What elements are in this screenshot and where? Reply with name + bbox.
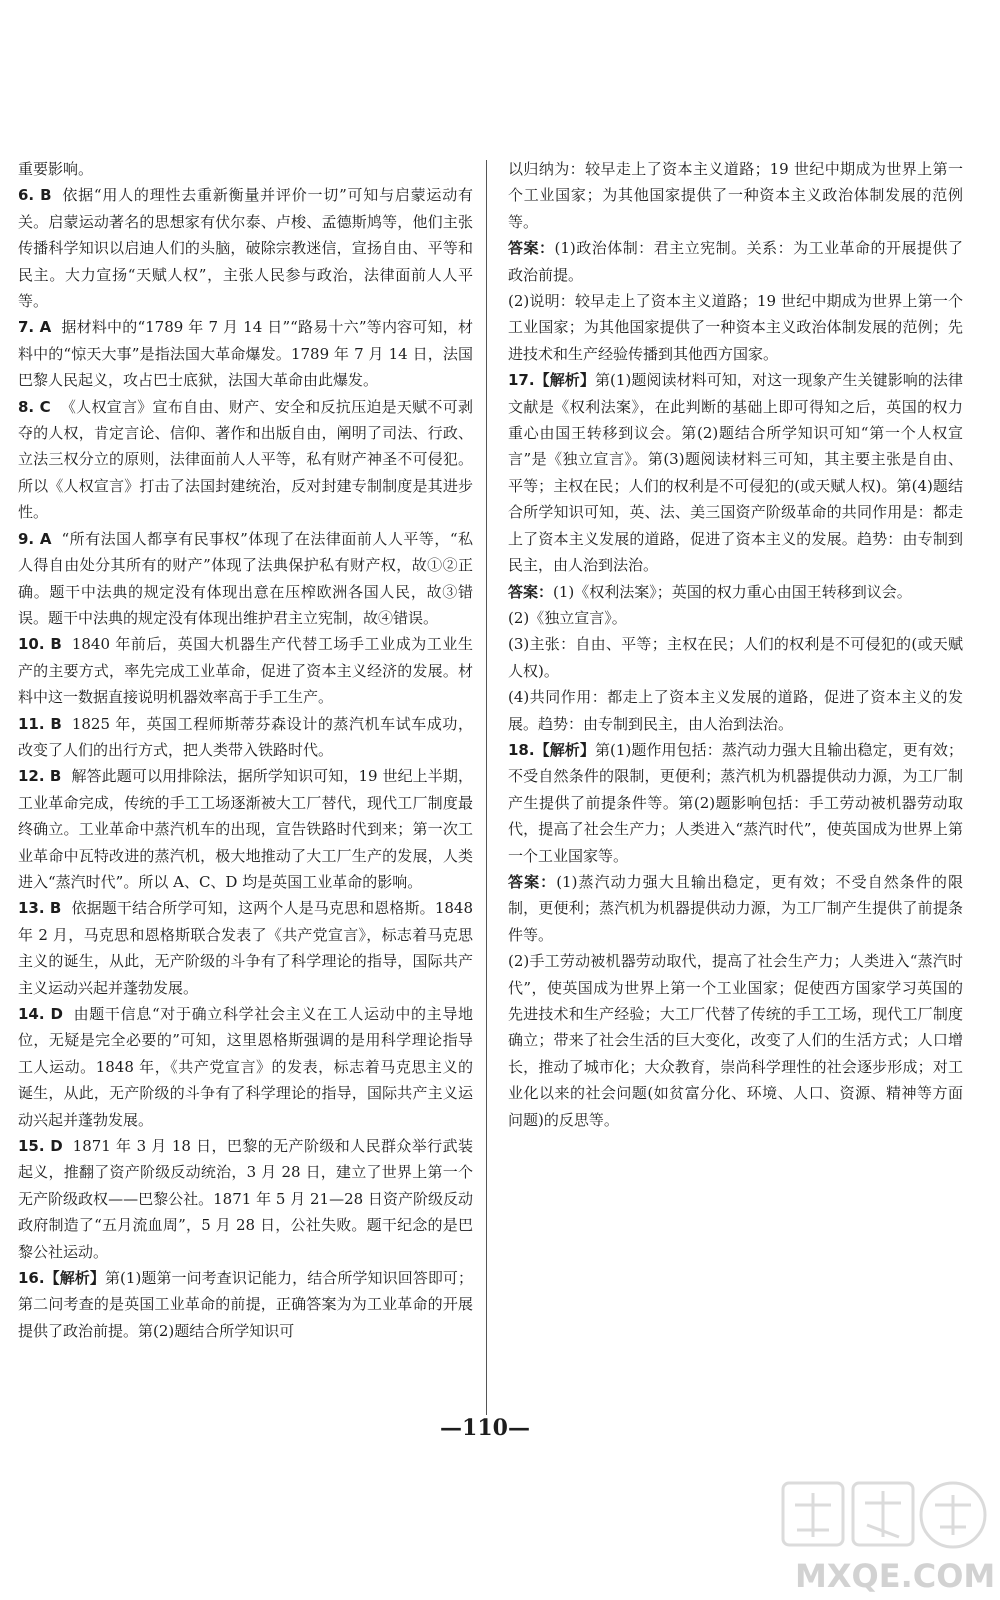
item-label: 9. A (18, 529, 52, 548)
watermark-logo (775, 1475, 995, 1600)
item-label: 答案： (508, 239, 555, 258)
item-label: 7. A (18, 318, 52, 337)
answer-paragraph (18, 526, 473, 632)
answer-paragraph (18, 156, 473, 182)
item-text: 1825 年，英国工程师斯蒂芬森设计的蒸汽机车试车成功，改变了人们的出行方式，把人类带入铁路时代。 (18, 714, 473, 759)
column-divider (486, 160, 487, 1415)
answer-paragraph (508, 605, 963, 631)
answer-paragraph (508, 288, 963, 367)
answer-paragraph (508, 684, 963, 737)
answer-paragraph (18, 1133, 473, 1265)
item-text: 依据题干结合所学可知，这两个人是马克思和恩格斯。1848 年 2 月，马克思和恩格斯联合发表了《共产党宣言》，标志着马克思主义的诞生，从此，无产阶级的斗争有了科学理论的指导，国际共产主义运动兴起并蓬勃发展。 (18, 899, 473, 997)
item-text: 第(1)题第一问考查识记能力，结合所学知识回答即可；第二问考查的是英国工业革命的前提，正确答案为为工业革命的开展提供了政治前提。第(2)题结合所学知识可 (18, 1269, 474, 1340)
answer-paragraph (18, 763, 473, 895)
item-text: “所有法国人都享有民事权”体现了在法律面前人人平等，“私人得自由处分其所有的财产”体现了法典保护私有财产权，故①②正确。题干中法典的规定没有体现出意在压榨欧洲各国人民，故③错误。题干中法典的规定没有体现出维护君主立宪制，故④错误。 (18, 529, 473, 627)
item-text: (1)政治体制：君主立宪制。关系：为工业革命的开展提供了政治前提。 (508, 239, 963, 284)
item-text: (4)共同作用：都走上了资本主义发展的道路，促进了资本主义的发展。趋势：由专制到民主，由人治到法治。 (508, 688, 963, 733)
page-number: —110— (440, 1415, 530, 1441)
item-text: 据材料中的“1789 年 7 月 14 日”“路易十六”等内容可知，材料中的“惊天大事”是指法国大革命爆发。1789 年 7 月 14 日，法国巴黎人民起义，攻占巴士底狱，法国大革命由此爆发。 (18, 318, 473, 390)
item-text: (2)《独立宣言》。 (508, 608, 627, 627)
item-text: (1)《权利法案》；英国的权力重心由国王转移到议会。 (553, 582, 912, 601)
item-text: (2)说明：较早走上了资本主义道路；19 世纪中期成为世界上第一个工业国家；为其他国家提供了一种资本主义政治体制发展的范例；先进技术和生产经验传播到其他西方国家。 (508, 292, 963, 363)
item-text: 依据“用人的理性去重新衡量并评价一切”可知与启蒙运动有关。启蒙运动著名的思想家有伏尔泰、卢梭、孟德斯鸠等，他们主张传播科学知识以启迪人们的头脑，破除宗教迷信，宣扬自由、平等和民主。大力宣扬“天赋人权”，主张人民参与政治，法律面前人人平等。 (18, 186, 473, 311)
item-label: 12. B (18, 767, 62, 786)
item-text: 1871 年 3 月 18 日，巴黎的无产阶级和人民群众举行武装起义，推翻了资产阶级反动统治，3 月 28 日，建立了世界上第一个无产阶级政权——巴黎公社。1871 年 5 月 21—28 日资产阶级反动政府制造了“五月流血周”，5 月 28 日，公社失败。题干纪念的是巴黎公社运动。 (18, 1137, 473, 1261)
left-column (18, 156, 473, 1344)
item-label: 13. B (18, 899, 62, 918)
answer-paragraph (508, 579, 963, 605)
item-label: 8. C (18, 397, 51, 416)
item-text: 解答此题可以用排除法，据所学知识可知，19 世纪上半期，工业革命完成，传统的手工工场逐渐被大工厂替代，现代工厂制度最终确立。工业革命中蒸汽机车的出现，宣告铁路时代到来；第一次工业革命中瓦特改进的蒸汽机，极大地推动了大工厂生产的发展，人类进入“蒸汽时代”。所以 A、C、D 均是英国工业革命的影响。 (18, 767, 473, 891)
answer-paragraph (508, 737, 963, 869)
item-label: 答案： (508, 582, 554, 601)
item-text: (3)主张：自由、平等；主权在民；人们的权利是不可侵犯的(或天赋人权)。 (508, 635, 963, 680)
answer-paragraph (18, 182, 473, 314)
item-label: 14. D (18, 1005, 63, 1023)
answer-paragraph (18, 895, 473, 1001)
item-label: 10. B (18, 635, 62, 654)
item-label: 15. D (18, 1137, 63, 1156)
item-text: (1)蒸汽动力强大且输出稳定，更有效；不受自然条件的限制，更便利；蒸汽机为机器提供动力源，为工厂制产生提供了前提条件等。 (508, 872, 963, 944)
answer-paragraph (508, 869, 963, 948)
item-label: 17.【解析】 (508, 371, 595, 390)
answer-paragraph (508, 367, 963, 578)
item-text: 第(1)题阅读材料可知，对这一现象产生关键影响的法律文献是《权利法案》，在此判断的基础上即可得知之后，英国的权力重心由国王转移到议会。第(2)题结合所学知识可知“第一个人权宣言”是《独立宣言》。第(3)题阅读材料三可知，其主要主张是自由、平等；主权在民；人们的权利是不可侵犯的(或天赋人权)。第(4)题结合所学知识可知，英、法、美三国资产阶级革命的共同作用是：都走上了资本主义发展的道路，促进了资本主义的发展。趋势：由专制到民主，由人治到法治。 (508, 371, 964, 575)
item-text: 由题干信息“对于确立科学社会主义在工人运动中的主导地位，无疑是完全必要的”可知，这里恩格斯强调的是用科学理论指导工人运动。1848 年，《共产党宣言》的发表，标志着马克思主义的诞生，从此，无产阶级的斗争有了科学理论的指导，国际共产主义运动兴起并蓬勃发展。 (18, 1005, 474, 1129)
answer-paragraph (508, 948, 963, 1133)
answer-paragraph (508, 235, 963, 288)
answer-paragraph (508, 156, 963, 235)
answer-paragraph (18, 711, 473, 764)
answer-paragraph (508, 631, 963, 684)
item-text: 1840 年前后，英国大机器生产代替工场手工业成为工业生产的主要方式，率先完成工业革命，促进了资本主义经济的发展。材料中这一数据直接说明机器效率高于手工生产。 (18, 635, 473, 707)
item-text: 以归纳为：较早走上了资本主义道路；19 世纪中期成为世界上第一个工业国家；为其他国家提供了一种资本主义政治体制发展的范例等。 (508, 160, 963, 231)
right-column (508, 156, 963, 1133)
item-text: 《人权宣言》宣布自由、财产、安全和反抗压迫是天赋不可剥夺的人权，肯定言论、信仰、著作和出版自由，阐明了司法、行政、立法三权分立的原则，法律面前人人平等，私有财产神圣不可侵犯。所以《人权宣言》打击了法国封建统治，反对封建专制制度是其进步性。 (18, 397, 473, 522)
watermark-url: MXQE.COM (795, 1557, 995, 1595)
answer-paragraph (18, 1265, 473, 1344)
item-label: 6. B (18, 186, 52, 205)
answer-paragraph (18, 394, 473, 526)
item-text: 第(1)题作用包括：蒸汽动力强大且输出稳定，更有效；不受自然条件的限制，更便利；蒸汽机为机器提供动力源，为工厂制产生提供了前提条件等。第(2)题影响包括：手工劳动被机器劳动取代，提高了社会生产力；人类进入“蒸汽时代”，使英国成为世界上第一个工业国家等。 (508, 740, 964, 865)
answer-paragraph (18, 1001, 473, 1133)
answer-paragraph (18, 314, 473, 393)
item-label: 答案： (508, 872, 557, 891)
answer-paragraph (18, 631, 473, 710)
item-text: (2)手工劳动被机器劳动取代，提高了社会生产力；人类进入“蒸汽时代”，使英国成为世界上第一个工业国家；促使西方国家学习英国的先进技术和生产经验；大工厂代替了传统的手工工场，现代工厂制度确立；带来了社会生活的巨大变化，改变了人们的生活方式；人口增长，推动了城市化；大众教育，崇尚科学理性的社会逐步形成；对工业化以来的社会问题(如贫富分化、环境、人口、资源、精神等方面问题)的反思等。 (508, 952, 963, 1129)
item-text: 重要影响。 (18, 160, 94, 178)
item-label: 11. B (18, 714, 62, 733)
item-label: 18.【解析】 (508, 740, 595, 759)
item-label: 16.【解析】 (18, 1269, 105, 1288)
